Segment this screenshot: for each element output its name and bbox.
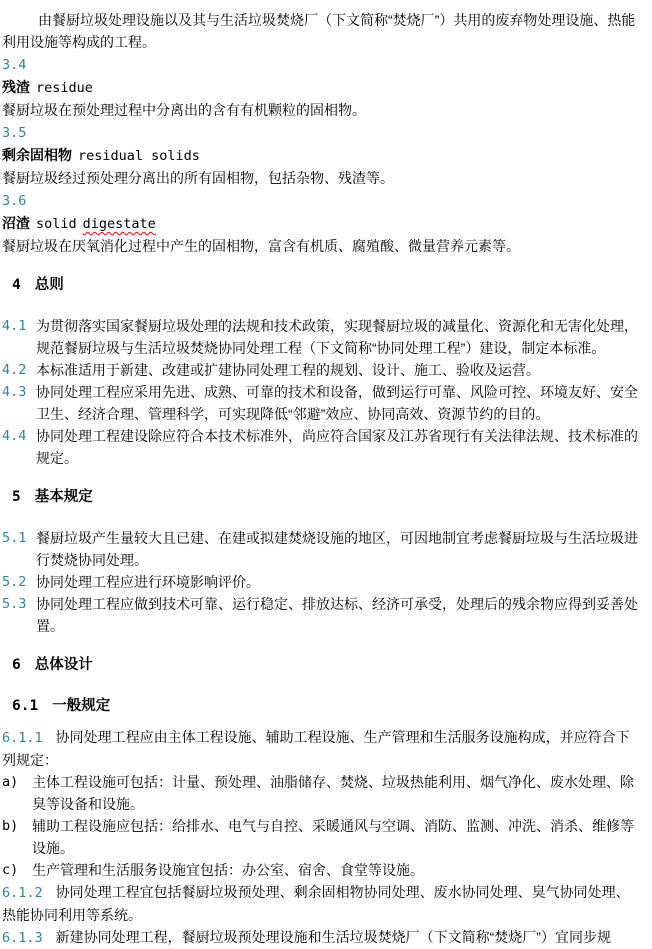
heading-title: 一般规定 [52, 698, 111, 714]
term-definition [2, 99, 642, 121]
clause-text: 协同处理工程宜包括餐厨垃圾预处理、剩余固相物协同处理、废水协同处理、臭气协同处理、热能协同利用等系统。 [2, 884, 630, 923]
list-item-b [2, 815, 642, 859]
clause-number: 3.5 [2, 125, 27, 141]
list-item-marker: c) [2, 862, 19, 878]
definition-text: 餐厨垃圾在厌氧消化过程中产生的固相物，富含有机质、腐殖酸、微量营养元素等。 [2, 238, 520, 254]
definition-text: 餐厨垃圾在预处理过程中分离出的含有有机颗粒的固相物。 [2, 102, 366, 118]
list-item-c [2, 859, 642, 881]
term-chinese: 剩余固相物 [2, 147, 72, 163]
clause-text: 协同处理工程建设除应符合本技术标准外，尚应符合国家及江苏省现行有关法律法规、技术标准的规定。 [36, 428, 638, 466]
clause-4.4 [2, 425, 642, 469]
paragraph-text: 由餐厨垃圾处理设施以及其与生活垃圾焚烧厂（下文简称“焚烧厂”）共用的废弃物处理设施、热能利用设施等构成的工程。 [2, 12, 636, 50]
clause-text: 协同处理工程应由主体工程设施、辅助工程设施、生产管理和生活服务设施构成，并应符合下列规定： [2, 729, 630, 768]
list-item-marker: b) [2, 818, 19, 834]
section-heading-6.1 [12, 695, 642, 717]
term-english-misspelled: digestate [82, 216, 156, 232]
clause-number: 4.4 [2, 428, 27, 444]
clause-number: 6.1.2 [2, 885, 43, 901]
clause-text: 协同处理工程应采用先进、成熟、可靠的技术和设备，做到运行可靠、风险可控、环境友好、安全卫生、经济合理、管理科学，可实现降低“邻避”效应、协同高效、资源节约的目的。 [36, 384, 638, 422]
term-line [2, 76, 642, 99]
term-line [2, 144, 642, 167]
term-line [2, 212, 642, 235]
body-paragraph [2, 9, 642, 53]
term-definition [2, 235, 642, 257]
clause-number: 5.1 [2, 530, 27, 546]
list-item-marker: a) [2, 774, 19, 790]
term-number-3.4 [2, 53, 642, 76]
document-body [2, 9, 642, 949]
heading-number: 6 [12, 657, 21, 673]
term-english: residual solids [78, 148, 200, 164]
clause-number: 6.1.1 [2, 730, 43, 746]
list-item-text: 生产管理和生活服务设施宜包括：办公室、宿舍、食堂等设施。 [32, 862, 424, 878]
term-english: solid [36, 216, 77, 232]
clause-6.1.1 [2, 726, 642, 771]
clause-4.2 [2, 359, 642, 381]
term-definition [2, 167, 642, 189]
clause-number: 4.1 [2, 318, 27, 334]
clause-4.3 [2, 381, 642, 425]
clause-text: 本标准适用于新建、改建或扩建协同处理工程的规划、设计、施工、验收及运营。 [36, 362, 540, 378]
clause-text: 协同处理工程应进行环境影响评价。 [36, 574, 260, 590]
clause-number: 3.6 [2, 193, 27, 209]
term-english: residue [36, 80, 93, 96]
term-number-3.5 [2, 121, 642, 144]
clause-number: 5.3 [2, 596, 27, 612]
heading-title: 总体设计 [34, 657, 93, 673]
heading-title: 基本规定 [34, 489, 93, 505]
clause-number: 4.2 [2, 362, 27, 378]
term-chinese: 残渣 [2, 79, 30, 95]
clause-5.2 [2, 571, 642, 593]
list-item-a [2, 771, 642, 815]
heading-number: 6.1 [12, 698, 39, 714]
section-heading-5 [12, 486, 642, 508]
heading-title: 总则 [34, 277, 64, 293]
term-chinese: 沼渣 [2, 215, 30, 231]
clause-text: 协同处理工程应做到技术可靠、运行稳定、排放达标、经济可承受，处理后的残余物应得到妥善处置。 [36, 596, 638, 634]
heading-number: 5 [12, 489, 21, 505]
clause-4.1 [2, 315, 642, 359]
list-item-text: 辅助工程设施应包括：给排水、电气与自控、采暖通风与空调、消防、监测、冲洗、消杀、维修等设施。 [32, 818, 634, 856]
term-number-3.6 [2, 189, 642, 212]
section-heading-4 [12, 274, 642, 296]
clause-text: 为贯彻落实国家餐厨垃圾处理的法规和技术政策，实现餐厨垃圾的减量化、资源化和无害化处理，规范餐厨垃圾与生活垃圾焚烧协同处理工程（下文简称“协同处理工程”）建设，制定本标准。 [36, 318, 638, 356]
clause-number: 4.3 [2, 384, 27, 400]
list-item-text: 主体工程设施可包括：计量、预处理、油脂储存、焚烧、垃圾热能利用、烟气净化、废水处理、除臭等设备和设施。 [32, 774, 634, 812]
clause-number: 6.1.3 [2, 930, 43, 946]
definition-text: 餐厨垃圾经过预处理分离出的所有固相物，包括杂物、残渣等。 [2, 170, 394, 186]
clause-6.1.3 [2, 926, 642, 949]
clause-text: 餐厨垃圾产生量较大且已建、在建或拟建焚烧设施的地区，可因地制宜考虑餐厨垃圾与生活垃圾进行焚烧协同处理。 [36, 530, 638, 568]
clause-text: 新建协同处理工程，餐厨垃圾预处理设施和生活垃圾焚烧厂（下文简称“焚烧厂”）宜同步规 [55, 929, 611, 945]
clause-5.1 [2, 527, 642, 571]
clause-6.1.2 [2, 881, 642, 926]
heading-number: 4 [12, 277, 21, 293]
section-heading-6 [12, 654, 642, 676]
clause-number: 5.2 [2, 574, 27, 590]
clause-5.3 [2, 593, 642, 637]
clause-number: 3.4 [2, 57, 27, 73]
